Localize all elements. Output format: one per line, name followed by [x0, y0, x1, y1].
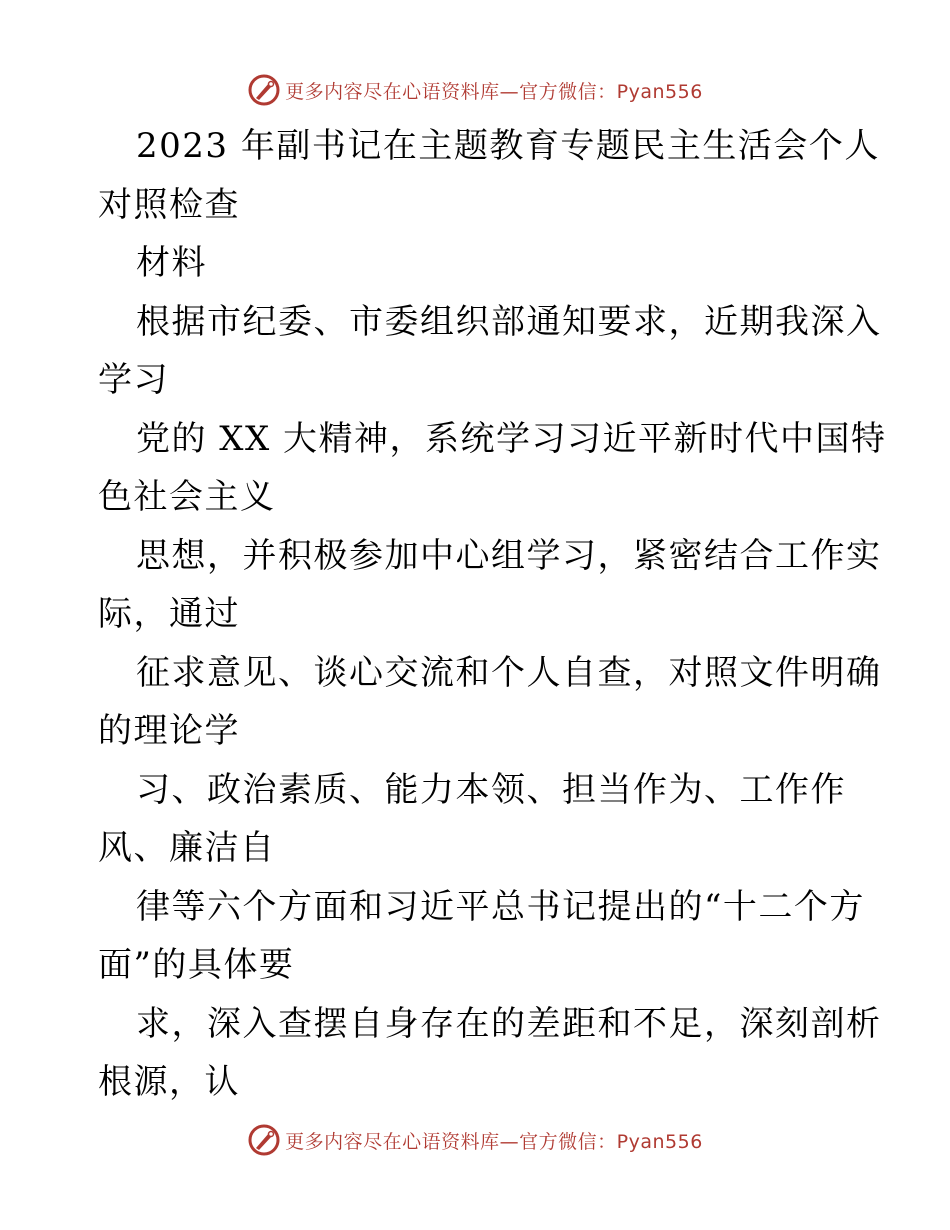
document-body [98, 117, 887, 1112]
watermark-banner-top [0, 68, 950, 112]
text-line: 律等六个方面和习近平总书记提出的“十二个方 [136, 886, 865, 927]
text-line: 风、廉洁自 [98, 828, 276, 868]
text-line: 根据市纪委、市委组织部通知要求，近期我深入 [136, 301, 882, 342]
text-line: 学习 [98, 360, 169, 400]
text-line: 对照检查 [98, 184, 240, 225]
text-line: 征求意见、谈心交流和个人自查，对照文件明确 [136, 652, 882, 693]
watermark-text: 更多内容尽在心语资料库—官方微信：Pyan556 [285, 1130, 703, 1153]
text-line: 习、政治素质、能力本领、担当作为、工作作 [136, 769, 846, 810]
text-line: 求，深入查摆自身存在的差距和不足，深刻剖析 [136, 1003, 882, 1044]
text-line: 党的 XX 大精神，系统学习习近平新时代中国特 [136, 418, 887, 459]
pen-logo-icon [247, 1123, 281, 1157]
text-line: 思想，并积极参加中心组学习，紧密结合工作实 [136, 535, 882, 576]
text-line: 2023 年副书记在主题教育专题民主生活会个人 [136, 126, 880, 166]
text-line: 面”的具体要 [98, 945, 295, 985]
text-line: 的理论学 [98, 711, 240, 751]
text-line: 际，通过 [98, 594, 240, 634]
text-line: 根源，认 [98, 1062, 240, 1102]
watermark-text: 更多内容尽在心语资料库—官方微信：Pyan556 [285, 80, 703, 103]
text-line: 色社会主义 [98, 477, 276, 517]
watermark-banner-bottom [0, 1118, 950, 1162]
text-line: 材料 [136, 243, 207, 283]
pen-logo-icon [247, 73, 281, 107]
